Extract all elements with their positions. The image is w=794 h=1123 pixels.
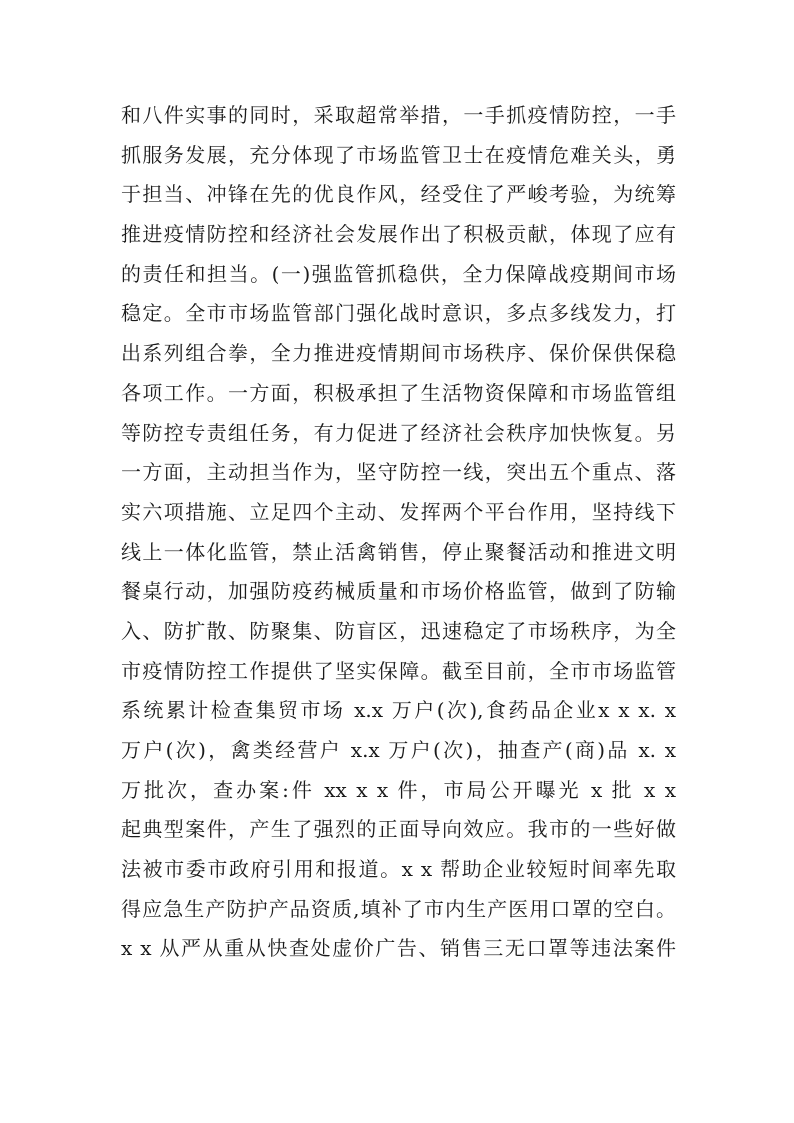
text-line: 推进疫情防控和经济社会发展作出了积极贡献，体现了应有 [121,222,676,247]
document-body [121,96,676,969]
text-line: 实六项措施、立足四个主动、发挥两个平台作用，坚持线下 [121,499,676,524]
text-line: 等防控专责组任务，有力促进了经济社会秩序加快恢复。另 [121,420,676,445]
text-line: 的责任和担当。(一)强监管抓稳供，全力保障战疫期间市场 [121,261,676,286]
text-line: 法被市委市政府引用和报道。x x 帮助企业较短时间率先取 [121,857,676,882]
text-line: x x 从严从重从快查处虚价广告、销售三无口罩等违法案件 [121,936,676,961]
text-line: 抓服务发展，充分体现了市场监管卫士在疫情危难关头，勇 [121,142,676,167]
text-line: 一方面，主动担当作为，坚守防控一线，突出五个重点、落 [121,460,676,485]
text-line: 入、防扩散、防聚集、防盲区，迅速稳定了市场秩序，为全 [121,618,676,643]
text-line: 系统累计检查集贸市场 x.x 万户(次),食药品企业x x x. x [121,698,676,723]
text-line: 市疫情防控工作提供了坚实保障。截至目前，全市市场监管 [121,658,676,683]
text-line: 和八件实事的同时，采取超常举措，一手抓疫情防控，一手 [121,103,676,127]
text-line: 于担当、冲锋在先的优良作风，经受住了严峻考验，为统筹 [121,182,676,207]
text-line: 万户(次)，禽类经营户 x.x 万户(次)，抽查产(商)品 x. x [121,738,676,762]
text-line: 线上一体化监管，禁止活禽销售，停止聚餐活动和推进文明 [121,539,676,564]
text-line: 万批次，查办案:件 xx x x 件，市局公开曝光 x 批 x x [121,777,676,802]
text-line: 稳定。全市市场监管部门强化战时意识，多点多线发力，打 [121,301,676,326]
text-line: 出系列组合拳，全力推进疫情期间市场秩序、保价保供保稳 [121,341,676,366]
text-line: 得应急生产防护产品资质,填补了市内生产医用口罩的空白。 [121,896,676,921]
text-line: 起典型案件，产生了强烈的正面导向效应。我市的一些好做 [121,817,676,842]
text-line: 餐桌行动，加强防疫药械质量和市场价格监管，做到了防输 [121,579,676,604]
text-line: 各项工作。一方面，积极承担了生活物资保障和市场监管组 [121,380,676,405]
